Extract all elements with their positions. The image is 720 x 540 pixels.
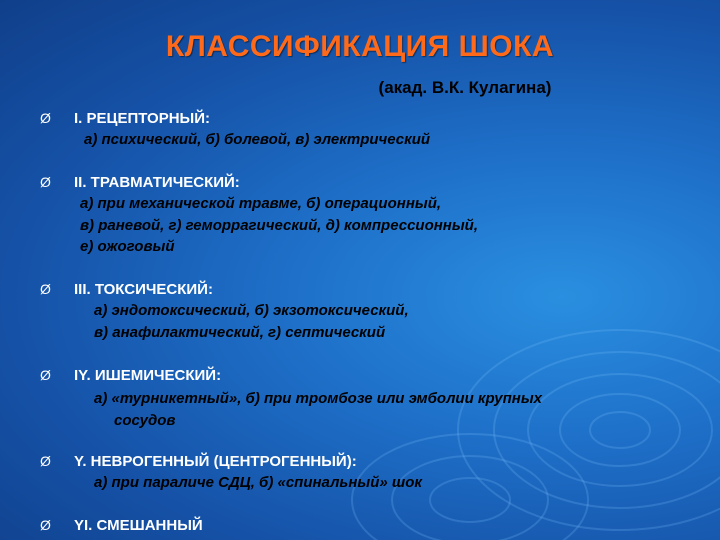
arrow-bullet-icon: Ø [40,367,51,383]
item-heading: YI. СМЕШАННЫЙ [74,517,203,534]
item-heading: I. РЕЦЕПТОРНЫЙ: [74,110,211,127]
slide-title: КЛАССИФИКАЦИЯ ШОКА [165,30,555,63]
item-line: а) «турникетный», б) при тромбозе или эмболии крупных [94,390,543,407]
item-line: а) эндотоксический, б) экзотоксический, [94,302,409,319]
arrow-bullet-icon: Ø [40,174,51,190]
arrow-bullet-icon: Ø [40,453,51,469]
item-line: е) ожоговый [80,238,175,255]
item-heading: III. ТОКСИЧЕСКИЙ: [74,281,213,298]
arrow-bullet-icon: Ø [40,110,51,126]
arrow-bullet-icon: Ø [40,281,51,297]
slide-subtitle: (акад. В.К. Кулагина) [378,78,552,97]
item-heading: Y. НЕВРОГЕННЫЙ (ЦЕНТРОГЕННЫЙ): [74,453,357,470]
item-line: в) раневой, г) геморрагический, д) компрессионный, [80,217,479,234]
arrow-bullet-icon: Ø [40,517,51,533]
item-line: в) анафилактический, г) септический [94,324,386,341]
item-line: а) при параличе СДЦ, б) «спинальный» шок [94,474,422,491]
item-heading: IY. ИШЕМИЧЕСКИЙ: [74,367,222,384]
item-line: а) при механической травме, б) операционный, [80,195,442,212]
item-line: сосудов [114,412,176,429]
item-heading: II. ТРАВМАТИЧЕСКИЙ: [74,174,240,191]
item-line: а) психический, б) болевой, в) электрический [84,131,431,148]
